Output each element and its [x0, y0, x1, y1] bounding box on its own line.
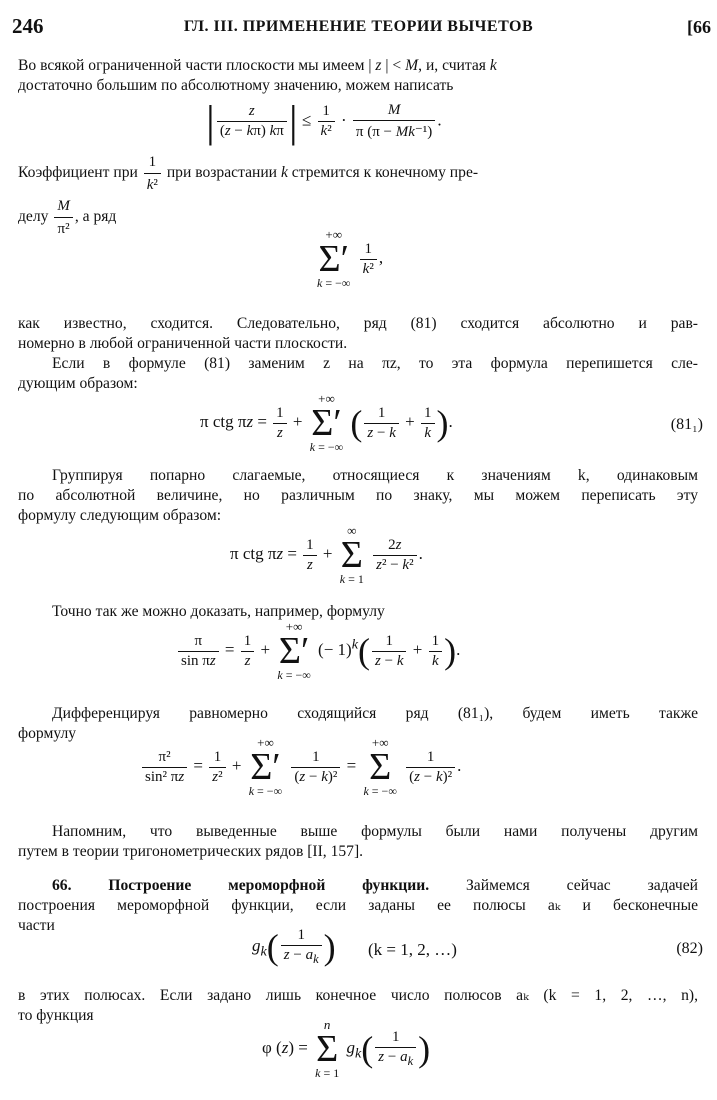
text-fragment: Займемся сейчас задачей: [466, 877, 698, 894]
section-title: 66. Построение мероморфной функции.: [52, 877, 430, 894]
chapter-title: ГЛ. III. ПРИМЕНЕНИЕ ТЕОРИИ ВЫЧЕТОВ: [183, 18, 534, 35]
inline-math: | z | < M,: [368, 57, 423, 74]
equation-ctg: π ctg πz = $\frac{1}{z}$ + ∞ Σ k = 1 $\frac{2z}{\text{z² − k²}}$ .: [230, 523, 423, 586]
text-fragment: делу: [18, 208, 49, 226]
text-line: достаточно большим по абсолютному значению, можем написать: [18, 77, 454, 94]
text-line: Дифференцируя равномерно сходящийся ряд (81₁), будем иметь также: [52, 705, 698, 722]
text-line: в этих полюсах. Если задано лишь конечное число полюсов aₖ (k = 1, 2, …, n),: [18, 987, 698, 1004]
equation-inequality: | $\frac{z}{(z - k\pi) k\pi}$ | ≤ $\frac{1}{\text{k²}}$ · $\frac{M}{\text{π (π − Mk⁻¹)}}$ .: [206, 97, 442, 146]
section-mark: [66: [687, 17, 711, 37]
text-line: дующим образом:: [18, 375, 138, 392]
equation-sin-squared: $\frac{\text{π²}}{\text{sin² πz}}$ = $\frac{1}{\text{z²}}$ + +∞ Σ′ k = −∞ $\frac{1}{\text{(z − k)²}}$ = +∞ Σ k = −∞ $\frac{1}{\text{(z − k)²}}$ .: [140, 736, 461, 798]
equation-series: +∞ Σ′ k = −∞ $\frac{1}{\text{k²}}$ ,: [317, 227, 384, 290]
text-fragment: , а ряд: [74, 208, 117, 226]
equation-82-range: (k = 1, 2, …): [368, 940, 457, 959]
page-header: [0, 12, 717, 42]
text-line: формулу: [18, 725, 77, 742]
text-line: [18, 56, 698, 76]
text-line: Группируя попарно слагаемые, относящиеся к значениям k, одинаковым: [52, 467, 698, 484]
text-line: Коэффициент при $\frac{1}{\text{k²}}$ при возрастании k стремится к конечному пре-: [18, 154, 479, 193]
text-line: то функция: [18, 1007, 94, 1024]
page-number: 246: [12, 14, 44, 38]
text-fragment: стремится к конечному пре-: [291, 164, 479, 182]
equation-number: (81₁): [670, 416, 703, 433]
text-line: части: [18, 917, 55, 934]
text-fragment: и, считая: [425, 57, 486, 74]
text-line: Если в формуле (81) заменим z на πz, то эта формула перепишется сле-: [52, 355, 698, 372]
equation-sin: $\frac{\pi}{\text{sin πz}}$ = $\frac{1}{z}$ + +∞ Σ′ k = −∞ (− 1)$^k$( $\frac{1}{z - k}$ + $\frac{1}{k}$ ).: [176, 620, 460, 682]
text-line: номерно в любой ограниченной части плоскости.: [18, 335, 348, 352]
equation-82: $g_k$( $\frac{1}{z - a_k}$ ): [252, 927, 336, 967]
text-fragment: Коэффициент при: [18, 164, 138, 182]
text-line: как известно, сходится. Следовательно, ряд (81) сходится абсолютно и рав-: [18, 315, 698, 332]
text-fragment: при возрастании: [166, 164, 278, 182]
text-line: делу $\frac{M}{\text{π²}}$ , а ряд: [18, 198, 117, 237]
text-line: Точно так же можно доказать, например, формулу: [52, 603, 385, 620]
text-line: [18, 876, 698, 896]
text-fragment: Во всякой ограниченной части плоскости мы имеем: [18, 57, 365, 74]
text-line: построения мероморфной функции, если заданы ее полюсы aₖ и бесконечные: [18, 897, 698, 914]
equation-number: (82): [676, 940, 703, 957]
text-line: путем в теории тригонометрических рядов [II, 157].: [18, 843, 364, 860]
text-line: формулу следующим образом:: [18, 507, 222, 524]
text-line: Напомним, что выведенные выше формулы были нами получены другим: [52, 823, 698, 840]
equation-phi: φ (z) = n Σ k = 1 $g_k$( $\frac{1}{z - a_k}$ ): [262, 1017, 431, 1080]
equation-81-1: π ctg πz = $\frac{1}{z}$ + +∞ Σ′ k = −∞ ( $\frac{1}{z - k}$ + $\frac{1}{k}$ ).: [200, 391, 453, 454]
inline-math: k: [489, 57, 497, 74]
text-line: по абсолютной величине, но различным по знаку, мы можем переписать эту: [18, 487, 698, 504]
